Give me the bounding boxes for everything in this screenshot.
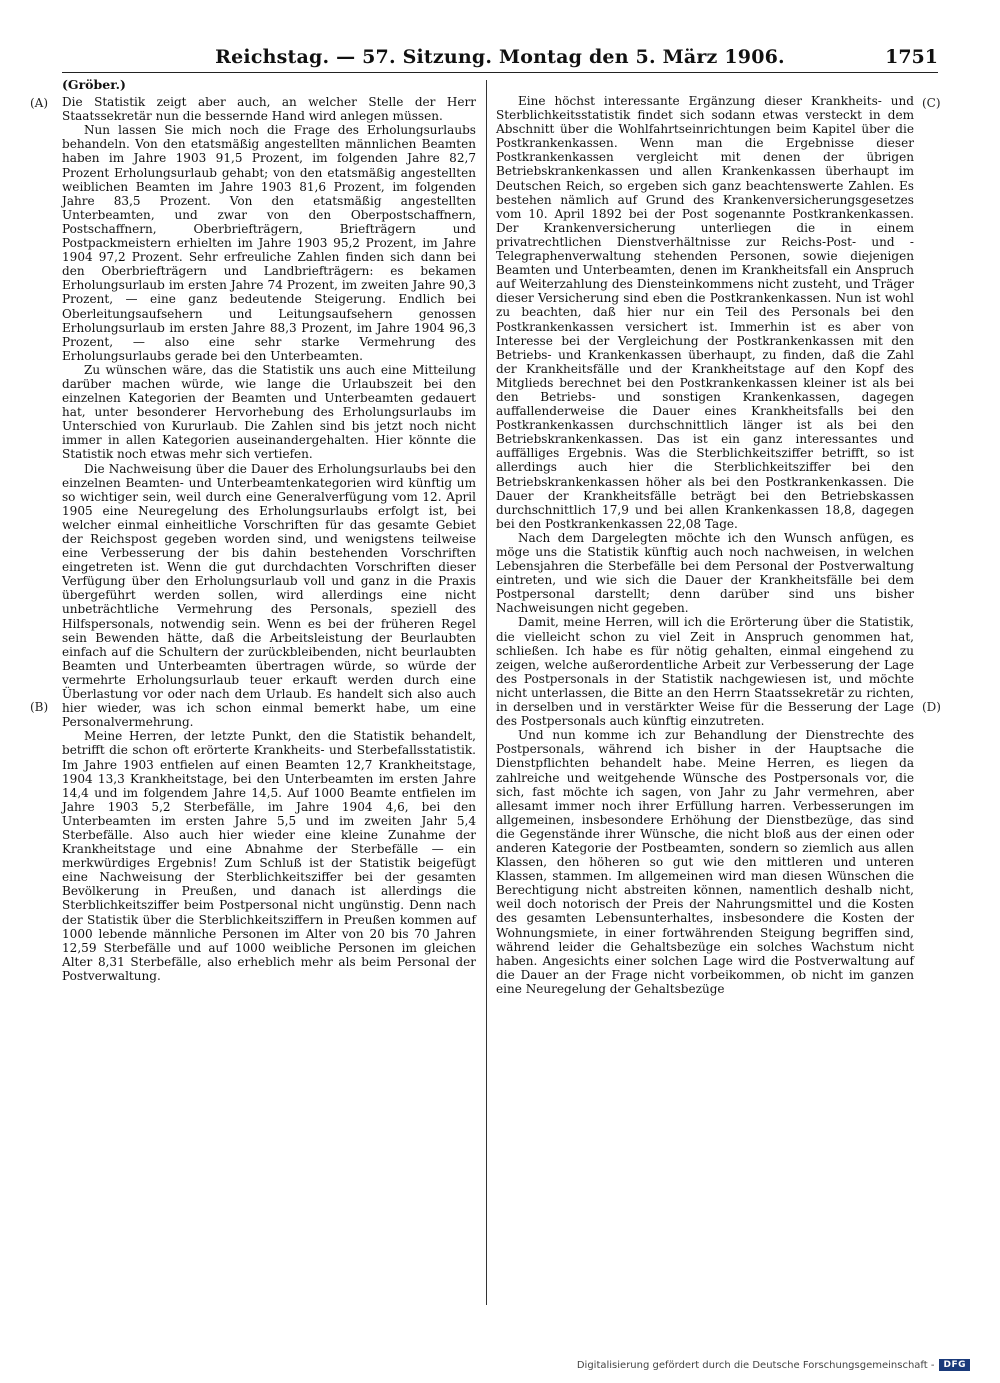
header-title: Reichstag. — 57. Sitzung. Montag den 5. März 1906. bbox=[215, 46, 785, 68]
margin-marker-a: (A) bbox=[30, 96, 49, 110]
margin-marker-c: (C) bbox=[922, 96, 941, 110]
speaker-name: (Gröber.) bbox=[62, 77, 126, 92]
paragraph: Damit, meine Herren, will ich die Erörterung über die Statistik, die vielleicht schon zu viel Zeit in Anspruch genommen hat, schließen. Ich habe es für nötig gehalten, einmal eingehend zu zeigen, welche außerordentliche Arbeit zur Verbesserung der Lage des Postpersonals in der Statistik nachgewiesen ist, und möchte nicht unterlassen, die Bitte an den Herrn Staatssekretär zu richten, in derselben und in verstärkter Weise für die Besserung der Lage des Postpersonals auch künftig einzutreten. bbox=[496, 615, 914, 729]
column-divider bbox=[486, 80, 487, 1305]
left-column bbox=[62, 78, 476, 983]
paragraph: Zu wünschen wäre, das die Statistik uns auch eine Mitteilung darüber machen würde, wie lange die Urlaubszeit bei den einzelnen Kategorien der Beamten und Unterbeamten gedauert hat, unter besonderer Hervorhebung des Erholungsurlaubs im Unterschied von Kururlaub. Die Zahlen sind bis jetzt noch nicht immer in allen Kategorien auseinandergehalten. Hier könnte die Statistik noch etwas mehr sich vertiefen. bbox=[62, 362, 476, 462]
dfg-logo: DFG bbox=[939, 1359, 970, 1371]
paragraph: Meine Herren, der letzte Punkt, den die Statistik behandelt, betrifft die schon oft erörterte Krankheits- und Sterbefallsstatistik. Im Jahre 1903 entfielen auf einen Beamten 12,7 Krankheitstage, 1904 13,3 Krankheitstage, bei den Unterbeamten im ersten Jahre 14,4 und im folgendem Jahre 14,5. Auf 1000 Beamte entfielen im Jahre 1903 5,2 Sterbefälle, im Jahre 1904 4,6, bei den Unterbeamten im ersten Jahre 5,5 und im zweiten Jahr 5,4 Sterbefälle. Also auch hier wieder eine kleine Zunahme der Krankheitstage und eine Abnahme der Sterbefälle — ein merkwürdiges Ergebnis! Zum Schluß ist der Statistik beigefügt eine Nachweisung der Sterblichkeitsziffer bei der gesamten Bevölkerung in Preußen, und danach ist allerdings die Sterblichkeitsziffer beim Postpersonal nicht ungünstig. Denn nach der Statistik über die Sterblichkeitsziffern in Preußen kommen auf 1000 lebende männliche Personen im Alter von 20 bis 70 Jahren 12,59 Sterbefälle und auf 1000 weibliche Personen im gleichen Alter 8,31 Sterbefälle, also erheblich mehr als beim Personal der Postverwaltung. bbox=[62, 729, 476, 983]
margin-marker-d: (D) bbox=[922, 700, 941, 714]
right-column bbox=[496, 94, 914, 996]
paragraph: Nun lassen Sie mich noch die Frage des Erholungsurlaubs behandeln. Von den etatsmäßig angestellten männlichen Beamten haben im Jahre 1903 91,5 Prozent, im folgenden Jahre 82,7 Prozent Erholungsurlaub gehabt; von den etatsmäßig angestellten weiblichen Beamten im Jahre 1903 81,6 Prozent, im folgenden Jahre 83,5 Prozent. Von den etatsmäßig angestellten Unterbeamten, und zwar von den Oberpostschaffnern, Postschaffnern, Oberbriefträgern, Briefträgern und Postpackmeistern erhielten im Jahre 1903 95,2 Prozent, im Jahre 1904 97,2 Prozent. Sehr erfreuliche Zahlen finden sich dann bei den Oberbriefträgern und Landbriefträgern: es bekamen Erholungsurlaub im ersten Jahre 74 Prozent, im zweiten Jahre 90,3 Prozent, — eine ganz bedeutende Steigerung. Endlich bei Oberleitungsaufsehern und Leitungsaufsehern genossen Erholungsurlaub im ersten Jahre 88,3 Prozent, im Jahre 1904 96,3 Prozent, — also eine sehr starke Vermehrung des Erholungsurlaubs gerade bei den Unterbeamten. bbox=[62, 123, 476, 363]
paragraph: Die Nachweisung über die Dauer des Erholungsurlaubs bei den einzelnen Beamten- und Unterbeamtenkategorien wird künftig um so wichtiger sein, weil durch eine Generalverfügung vom 12. April 1905 eine Neuregelung des Erholungsurlaubs erfolgt ist, bei welcher einmal einheitliche Vorschriften für das gesamte Gebiet der Reichspost gegeben worden sind, und wenigstens teilweise eine Verbesserung der bis dahin bestehenden Vorschriften eingetreten ist. Wenn die gut durchdachten Vorschriften dieser Verfügung über den Erholungsurlaub voll und ganz in die Praxis übergeführt werden sollen, wird allerdings eine nicht unbeträchtliche Vermehrung des Personals, speziell des Hilfspersonals, notwendig sein. Wenn es bei der früheren Regel sein Bewenden hätte, daß die Arbeitsleistung der Beurlaubten einfach auf die Schultern der zurückbleibenden, nicht beurlaubten Beamten und Unterbeamten übertragen würde, so würde der vermehrte Erholungsurlaub teuer erkauft werden durch eine Überlastung vor oder nach dem Urlaub. Es handelt sich also auch hier wieder, was ich schon einmal bemerkt habe, um eine Personalvermehrung. bbox=[62, 461, 476, 730]
paragraph: Nach dem Dargelegten möchte ich den Wunsch anfügen, es möge uns die Statistik künftig auch noch nachweisen, in welchen Lebensjahren die Sterbefälle bei dem Personal der Postverwaltung eintreten, und wie sich die Dauer der Krankheitsfälle bei dem Postpersonal darstellt; denn darüber sind uns bisher Nachweisungen nicht gegeben. bbox=[496, 530, 914, 616]
margin-marker-b: (B) bbox=[30, 700, 49, 714]
paragraph: Und nun komme ich zur Behandlung der Dienstrechte des Postpersonals, während ich bisher in der Hauptsache die Dienstpflichten behandelt habe. Meine Herren, es liegen da zahlreiche und weitgehende Wünsche des Postpersonals vor, die sich, fast möchte ich sagen, von Jahr zu Jahr vermehren, aber allesamt immer noch ihrer Erfüllung harren. Verbesserungen im allgemeinen, insbesondere Erhöhung der Dienstbezüge, das sind die Gegenstände ihrer Wünsche, die nicht bloß aus der einen oder anderen Kategorie der Postbeamten, sondern so ziemlich aus allen Klassen, den höheren so gut wie den mittleren und unteren Klassen, stammen. Im allgemeinen wird man diesen Wünschen die Berechtigung nicht abstreiten können, namentlich deshalb nicht, weil doch notorisch der Preis der Nahrungsmittel und die Kosten des gesamten Lebensunterhaltes, insbesondere die Kosten der Wohnungsmiete, in einer fortwährenden Steigung begriffen sind, während leider die Gehaltsbezüge ein solches Wachstum nicht haben. Angesichts einer solchen Lage wird die Postverwaltung auf die Dauer an der Frage nicht vorbeikommen, ob nicht im ganzen eine Neuregelung der Gehaltsbezüge bbox=[496, 728, 914, 996]
page-number: 1751 bbox=[885, 46, 938, 68]
paragraph: Eine höchst interessante Ergänzung dieser Krankheits- und Sterblichkeitsstatistik findet sich sodann etwas versteckt in dem Abschnitt über die Wohlfahrtseinrichtungen beim Kapitel über die Postkrankenkassen. Wenn man die Ergebnisse dieser Postkrankenkassen vergleicht mit denen der übrigen Betriebskrankenkassen und allen Krankenkassen überhaupt im Deutschen Reich, so ergeben sich ganz beachtenswerte Zahlen. Es bestehen nämlich auf Grund des Krankenversicherungsgesetzes vom 10. April 1892 bei der Post sogenannte Postkrankenkassen. Der Krankenversicherung unterliegen die in einem privatrechtlichen Dienstverhältnisse zur Reichs-Post- und -Telegraphenverwaltung stehenden Personen, sowie diejenigen Beamten und Unterbeamten, denen im Krankheitsfall ein Anspruch auf Weiterzahlung des Diensteinkommens nicht zusteht, und Träger dieser Versicherung sind eben die Postkrankenkassen. Nun ist wohl zu beachten, daß hier nur ein Teil des Personals bei den Postkrankenkassen versichert ist. Immerhin ist es aber von Interesse bei der Vergleichung der Postkrankenkassen mit den Betriebs- und Krankenkassen überhaupt, zu finden, daß die Zahl der Krankheitsfälle und der Krankheitstage auf den Kopf des Mitglieds berechnet bei den Postkrankenkassen kleiner ist als bei den Betriebs- und sonstigen Krankenkassen, dagegen auffallenderweise die Dauer eines Krankheitsfalls bei den Postkrankenkassen durchschnittlich länger ist als bei den Betriebskrankenkassen. Das ist ein ganz interessantes und auffälliges Ergebnis. Was die Sterblichkeitsziffer betrifft, so ist allerdings auch hier die Sterblichkeitsziffer bei den Betriebskrankenkassen höher als bei den Postkrankenkassen. Die Dauer der Krankheitsfälle beträgt bei den Betriebskassen durchschnittlich 17,9 und bei allen Krankenkassen 18,8, dagegen bei den Postkrankenkassen 22,08 Tage. bbox=[496, 94, 914, 531]
footer bbox=[577, 1359, 970, 1371]
footer-text: Digitalisierung gefördert durch die Deutsche Forschungsgemeinschaft - bbox=[576, 1359, 935, 1371]
paragraph: Die Statistik zeigt aber auch, an welcher Stelle der Herr Staatssekretär nun die bessernde Hand wird anlegen müssen. bbox=[62, 95, 476, 124]
page-header bbox=[62, 44, 938, 73]
